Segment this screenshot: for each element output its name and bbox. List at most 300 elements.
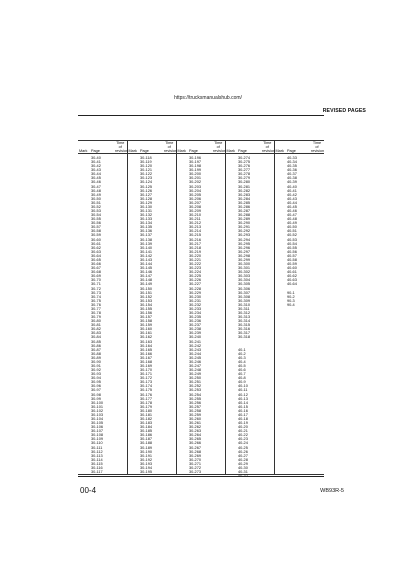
page-entry: 40-42 [287, 192, 297, 197]
page-entry: 30-177 [140, 396, 152, 401]
page-entry: 30-83 [91, 331, 101, 336]
page-entry: 30-189 [140, 445, 152, 450]
page-entry: 30-182 [140, 417, 152, 421]
page-cell [90, 154, 114, 475]
page-entry: 30-105 [91, 421, 103, 426]
page-entry: 30-270 [189, 457, 201, 462]
page-entry: 30-136 [140, 229, 152, 234]
page-entry: 30-224 [189, 270, 201, 275]
page-entry: 30-238 [189, 327, 201, 332]
page-entry: 40-55 [287, 245, 297, 250]
page-entry: 30-272 [189, 465, 201, 470]
page-entry: 40-8 [238, 376, 246, 381]
page-entry: 30-163 [140, 339, 152, 344]
page-entry: 30-291 [238, 225, 250, 230]
col-header-page: Page [90, 141, 114, 154]
page-entry: 30-160 [140, 327, 152, 332]
page-entry: 30-187 [140, 437, 152, 442]
page-entry: 30-299 [238, 257, 250, 262]
page-entry: 30-77 [91, 306, 101, 311]
page-entry: 40-12 [238, 392, 248, 397]
page-entry: 30-119 [140, 160, 152, 165]
page-entry: 30-53 [91, 209, 101, 214]
model-code: WB93R-5 [320, 488, 344, 494]
page-entry: 30-98 [91, 392, 101, 397]
page-entry: 30-142 [140, 253, 152, 258]
page-entry: 30-151 [140, 290, 152, 295]
page-entry: 90-1 [287, 290, 295, 295]
col-header-time-of-revision: Time of revision [311, 141, 325, 153]
page-entry: 30-226 [189, 278, 201, 283]
page-entry: 30-141 [140, 249, 152, 254]
page-entry: 30-202 [189, 180, 201, 185]
page-entry: 40-60 [287, 266, 297, 271]
page-entry: 30-171 [140, 372, 152, 377]
page-entry: 40-32 [238, 474, 248, 479]
page-entry: 30-159 [140, 323, 152, 328]
page-entry: 30-280 [238, 180, 250, 185]
page-entry: 30-300 [238, 262, 250, 267]
col-header-time-of-revision: Time of revision [164, 141, 178, 153]
page-entry: 30-132 [140, 213, 152, 218]
page-entry: 30-176 [140, 392, 152, 397]
page-entry: 30-201 [189, 176, 201, 181]
page-entry: 40-54 [287, 241, 297, 246]
mark-cell [225, 154, 237, 475]
page-entry: 30-150 [140, 286, 152, 291]
page-entry: 40-27 [238, 453, 248, 458]
page-entry: 30-146 [140, 270, 152, 275]
source-url: https://trucksmanualshub.com/ [174, 95, 242, 101]
page-entry: 30-100 [91, 400, 103, 405]
page-entry: 30-241 [189, 339, 201, 344]
page-entry: 40-26 [238, 449, 248, 454]
page-entry: 30-97 [91, 388, 101, 393]
page-entry: 30-188 [140, 441, 152, 446]
page-entry: 30-289 [238, 217, 250, 222]
page-entry: 30-303 [238, 274, 250, 279]
page-entry: 30-222 [189, 262, 201, 267]
page-entry: 30-149 [140, 282, 152, 287]
page-entry: 40-29 [238, 461, 248, 466]
page-entry: 30-110 [91, 441, 103, 446]
page-entry: 30-235 [189, 315, 201, 320]
page-entry: 40-34 [287, 160, 297, 165]
page-entry: 30-174 [140, 384, 152, 389]
page-entry: 30-114 [91, 457, 103, 462]
page-entry: 30-103 [91, 412, 103, 417]
page-entry: 30-129 [140, 200, 152, 205]
page-entry: 30-199 [189, 168, 201, 173]
page-entry: 30-156 [140, 310, 152, 315]
page-entry: 30-70 [91, 278, 101, 283]
page-entry: 30-228 [189, 286, 201, 291]
page-entry: 40-61 [287, 270, 297, 275]
page-entry: 30-68 [91, 270, 101, 275]
page-entry: 30-204 [189, 188, 201, 193]
page-entry: 30-109 [91, 437, 103, 442]
page-entry: 30-90 [91, 359, 101, 364]
page-entry: 40-5 [238, 363, 246, 368]
page-entry: 30-61 [91, 241, 101, 246]
page-entry: 30-175 [140, 388, 152, 393]
page-list [90, 154, 114, 474]
col-header-mark: Mark [176, 141, 188, 154]
page-entry: 40-52 [287, 233, 297, 238]
page-entry: 30-47 [91, 184, 101, 189]
page-entry: 30-162 [140, 335, 152, 340]
page-entry: 30-277 [238, 168, 250, 173]
page-entry: 30-193 [140, 461, 152, 466]
page-entry: 30-116 [91, 465, 103, 470]
page-entry: 30-123 [140, 176, 152, 181]
page-entry: 30-200 [189, 172, 201, 177]
mark-cell [127, 154, 139, 475]
page-entry: 30-236 [189, 319, 201, 324]
page-entry: 30-92 [91, 368, 101, 373]
page-entry: 30-45 [91, 176, 101, 181]
page-entry: 30-164 [140, 343, 152, 348]
page-entry: 30-147 [140, 274, 152, 279]
page-cell [237, 154, 261, 479]
page-entry: 30-186 [140, 433, 152, 438]
page-entry: 30-46 [91, 180, 101, 185]
page-entry: 30-118 [140, 156, 152, 160]
page-entry: 30-249 [189, 372, 201, 377]
page-entry: 30-75 [91, 298, 101, 303]
page-entry: 30-125 [140, 184, 152, 189]
page-entry: 30-247 [189, 363, 201, 368]
page-entry: 30-185 [140, 429, 152, 434]
page-entry: 30-122 [140, 172, 152, 177]
page-entry: 30-161 [140, 331, 152, 336]
page-entry: 30-315 [238, 323, 250, 328]
page-entry: 30-285 [238, 200, 250, 205]
page-entry: 30-137 [140, 233, 152, 238]
page-entry: 30-69 [91, 274, 101, 279]
page-entry: 30-283 [238, 192, 250, 197]
page-entry: 30-66 [91, 262, 101, 267]
page-entry: 30-48 [91, 188, 101, 193]
page-entry: 30-140 [140, 245, 152, 250]
page-entry: 30-74 [91, 294, 101, 299]
page-entry: 30-229 [189, 290, 201, 295]
page-entry: 30-143 [140, 257, 152, 262]
page-entry: 40-46 [287, 209, 297, 214]
page-number: 00-4 [80, 486, 97, 495]
page-entry: 30-88 [91, 351, 101, 356]
page-entry: 30-148 [140, 278, 152, 283]
page-entry: 40-30 [238, 465, 248, 470]
page-entry: 30-183 [140, 421, 152, 426]
page-entry: 30-312 [238, 310, 250, 315]
page-entry: 30-298 [238, 253, 250, 258]
time-cell [212, 154, 225, 475]
page-entry: 30-111 [91, 445, 103, 450]
page-entry: 30-153 [140, 298, 152, 303]
page-entry: 40-45 [287, 204, 297, 209]
page-entry: 30-310 [238, 302, 250, 307]
page-entry: 40-33 [287, 156, 297, 160]
time-cell [261, 154, 274, 475]
revised-pages-table [78, 140, 325, 479]
page-entry: 30-255 [189, 396, 201, 401]
page-entry: 40-49 [287, 221, 297, 226]
page-entry: 30-62 [91, 245, 101, 250]
page-entry: 30-288 [238, 213, 250, 218]
page-entry: 30-197 [189, 160, 201, 165]
page-entry: 30-292 [238, 229, 250, 234]
page-entry: 30-172 [140, 376, 152, 381]
page-entry: 30-104 [91, 417, 103, 421]
page-cell [139, 154, 163, 475]
page-entry: 30-198 [189, 164, 201, 169]
page-entry: 40-4 [238, 359, 246, 364]
page-entry: 30-261 [189, 421, 201, 426]
page-entry: 30-239 [189, 331, 201, 336]
page-entry: 40-24 [238, 441, 248, 446]
page-entry: 30-216 [189, 237, 201, 242]
page-entry: 40-59 [287, 262, 297, 267]
time-cell [114, 154, 127, 475]
page-entry: 30-314 [238, 319, 250, 324]
page-entry: 30-155 [140, 306, 152, 311]
page-entry: 30-73 [91, 290, 101, 295]
page-entry: 30-84 [91, 335, 101, 340]
page-entry: 30-276 [238, 164, 250, 169]
page-entry: 40-18 [238, 417, 248, 421]
footer-rule [78, 476, 324, 477]
page-entry: 30-287 [238, 209, 250, 214]
page-entry: 40-63 [287, 278, 297, 283]
page-entry: 30-64 [91, 253, 101, 258]
page-entry: 30-281 [238, 184, 250, 189]
page-entry: 30-268 [189, 449, 201, 454]
page-entry: 30-195 [140, 470, 152, 475]
page-entry: 40-38 [287, 176, 297, 181]
page-entry: 40-41 [287, 188, 297, 193]
page-entry: 30-91 [91, 363, 101, 368]
col-header-page: Page [188, 141, 212, 154]
page-entry: 30-290 [238, 221, 250, 226]
page-entry: 30-131 [140, 209, 152, 214]
page-entry: 30-49 [91, 192, 101, 197]
page-entry: 40-44 [287, 200, 297, 205]
page-entry: 30-120 [140, 164, 152, 169]
page-entry: 40-51 [287, 229, 297, 234]
page-entry: 30-130 [140, 204, 152, 209]
page-entry: 40-37 [287, 172, 297, 177]
col-header-mark: Mark [127, 141, 139, 154]
page-entry: 30-256 [189, 400, 201, 405]
page-entry: 40-22 [238, 433, 248, 438]
page-entry: 30-58 [91, 229, 101, 234]
page-entry: 30-225 [189, 274, 201, 279]
page-entry: 40-3 [238, 355, 246, 360]
page-entry: 40-31 [238, 470, 248, 475]
page-entry: 40-64 [287, 282, 297, 287]
page-entry: 30-271 [189, 461, 201, 466]
page-entry: 30-42 [91, 164, 101, 169]
page-entry: 40-25 [238, 445, 248, 450]
page-entry: 30-169 [140, 363, 152, 368]
page-entry: 30-54 [91, 213, 101, 218]
page-entry: 30-102 [91, 408, 103, 413]
page-entry: 30-117 [91, 470, 103, 475]
page-entry: 40-23 [238, 437, 248, 442]
page-entry: 90-4 [287, 302, 295, 307]
page-entry: 30-135 [140, 225, 152, 230]
page-entry: 30-273 [189, 470, 201, 475]
page-entry: 30-154 [140, 302, 152, 307]
page-entry: 30-85 [91, 339, 101, 344]
page-entry: 30-56 [91, 221, 101, 226]
page-entry: 40-43 [287, 196, 297, 201]
page-entry: 30-230 [189, 294, 201, 299]
page-entry: 40-19 [238, 421, 248, 426]
page-cell [188, 154, 212, 475]
page-entry: 90-3 [287, 298, 295, 303]
page-entry: 40-58 [287, 257, 297, 262]
page-entry: 30-282 [238, 188, 250, 193]
page-entry: 30-313 [238, 315, 250, 320]
page-entry: 30-133 [140, 217, 152, 222]
page-cell [286, 154, 310, 475]
page-entry: 30-196 [189, 156, 201, 160]
page-entry: 30-251 [189, 380, 201, 385]
col-header-page: Page [237, 141, 261, 154]
col-header-page: Page [139, 141, 163, 154]
mark-cell [176, 154, 188, 475]
page-entry: 40-62 [287, 274, 297, 279]
page-entry: 30-294 [238, 237, 250, 242]
page-entry: 30-246 [189, 359, 201, 364]
page-entry: 30-108 [91, 433, 103, 438]
page-entry: 30-305 [238, 282, 250, 287]
page-entry: 30-80 [91, 319, 101, 324]
page-entry: 30-262 [189, 425, 201, 430]
page-entry: 40-6 [238, 368, 246, 373]
page-entry: 40-35 [287, 164, 297, 169]
col-header-mark: Mark [225, 141, 237, 154]
page-entry: 30-89 [91, 355, 101, 360]
page-entry: 30-221 [189, 257, 201, 262]
page-entry: 30-152 [140, 294, 152, 299]
col-header-time-of-revision: Time of revision [115, 141, 129, 153]
page-entry: 30-259 [189, 412, 201, 417]
page-entry: 30-267 [189, 445, 201, 450]
page-entry: 30-218 [189, 245, 201, 250]
page-entry: 40-13 [238, 396, 248, 401]
page-entry: 40-11 [238, 388, 248, 393]
page-entry: 90-2 [287, 294, 295, 299]
table-body-row [78, 154, 324, 475]
page-list [237, 154, 261, 479]
page-entry: 30-113 [91, 453, 103, 458]
page-entry: 40-1 [238, 347, 246, 352]
page-entry: 40-14 [238, 400, 248, 405]
page-entry: 30-278 [238, 172, 250, 177]
page-entry: 30-44 [91, 172, 101, 177]
page-entry: 30-274 [238, 156, 250, 160]
page-entry: 30-260 [189, 417, 201, 421]
page-entry: 30-67 [91, 266, 101, 271]
page-entry: 30-245 [189, 355, 201, 360]
page-entry: 30-144 [140, 262, 152, 267]
page-entry: 30-106 [91, 425, 103, 430]
page-entry: 40-28 [238, 457, 248, 462]
page-entry: 30-213 [189, 225, 201, 230]
page-entry: 30-173 [140, 380, 152, 385]
page-entry: 40-16 [238, 408, 248, 413]
page-entry: 30-266 [189, 441, 201, 446]
page-entry: 30-99 [91, 396, 101, 401]
page-entry: 30-79 [91, 315, 101, 320]
page-entry: 30-220 [189, 253, 201, 258]
page-entry: 40-48 [287, 217, 297, 222]
page-entry: 40-47 [287, 213, 297, 218]
page-entry: 30-121 [140, 168, 152, 173]
table-header-row [78, 141, 324, 154]
page-entry: 30-308 [238, 294, 250, 299]
page-entry: 30-269 [189, 453, 201, 458]
time-cell [310, 154, 324, 475]
page-entry: 30-96 [91, 384, 101, 389]
page-entry: 30-284 [238, 196, 250, 201]
page-entry: 30-302 [238, 270, 250, 275]
page-entry: 30-307 [238, 290, 250, 295]
col-header-page: Page [286, 141, 310, 154]
page-entry: 30-139 [140, 241, 152, 246]
page-entry: 30-304 [238, 278, 250, 283]
page-entry: 30-275 [238, 160, 250, 165]
page-entry: 40-21 [238, 429, 248, 434]
page-entry: 30-232 [189, 302, 201, 307]
page-entry: 30-215 [189, 233, 201, 238]
mark-cell [78, 154, 90, 475]
page-entry: 30-166 [140, 351, 152, 356]
page-entry: 30-219 [189, 249, 201, 254]
page-entry: 30-87 [91, 347, 101, 352]
page-entry: 30-115 [91, 461, 103, 466]
page-entry: 30-127 [140, 192, 152, 197]
page-entry: 30-237 [189, 323, 201, 328]
page-list [188, 154, 212, 474]
page-entry: 40-36 [287, 168, 297, 173]
col-header-time-of-revision: Time of revision [262, 141, 276, 153]
page-entry: 30-296 [238, 245, 250, 250]
page-entry: 30-286 [238, 204, 250, 209]
page-entry: 40-10 [238, 384, 248, 389]
page-entry: 30-50 [91, 196, 101, 201]
page-entry: 30-250 [189, 376, 201, 381]
mark-cell [274, 154, 286, 475]
page-entry: 40-9 [238, 380, 246, 385]
col-header-time-of-revision: Time of revision [213, 141, 227, 153]
page-entry: 30-191 [140, 453, 152, 458]
page-entry: 30-301 [238, 266, 250, 271]
page-entry: 30-82 [91, 327, 101, 332]
page-entry: 30-306 [238, 286, 250, 291]
page-entry: 30-316 [238, 327, 250, 332]
page-entry: 30-207 [189, 200, 201, 205]
page-entry: 40-56 [287, 249, 297, 254]
page-entry: 30-60 [91, 237, 101, 242]
page-entry: 30-63 [91, 249, 101, 254]
page-entry: 30-94 [91, 376, 101, 381]
page-entry: 30-317 [238, 331, 250, 336]
page-entry: 30-43 [91, 168, 101, 173]
